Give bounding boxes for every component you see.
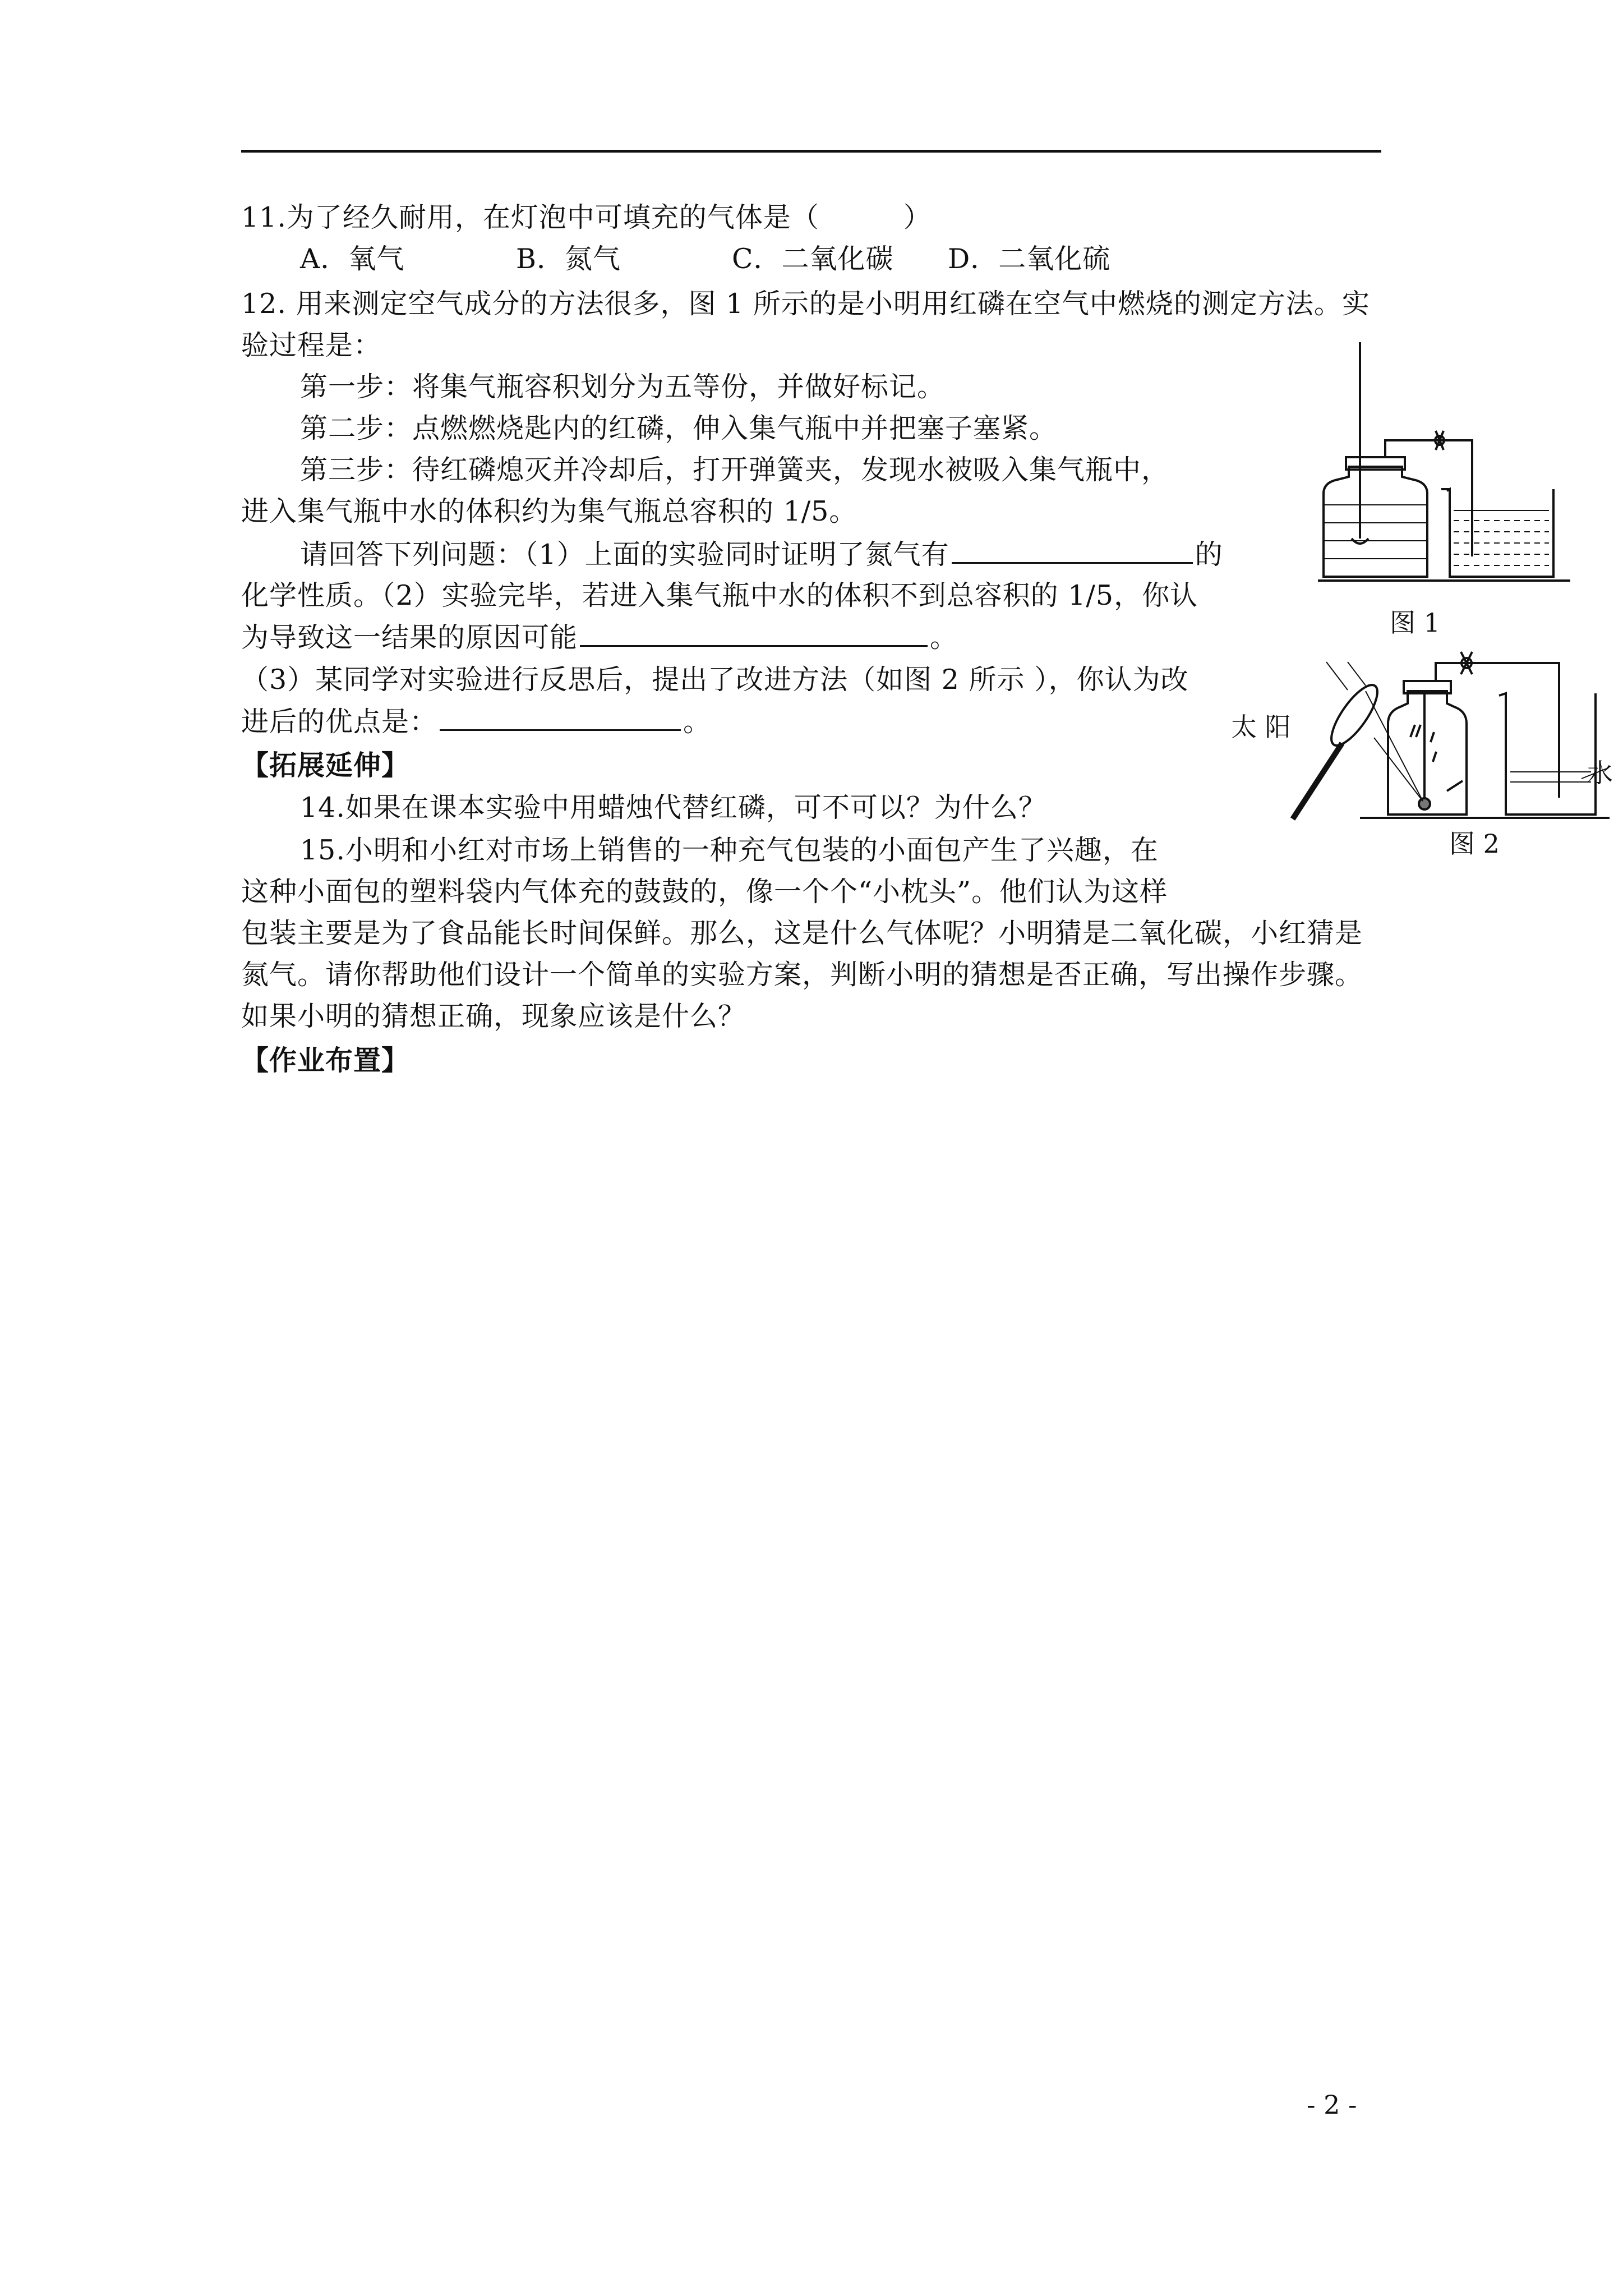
q11-options bbox=[300, 242, 1164, 276]
q12-question-2-text: 为导致这一结果的原因可能 bbox=[241, 622, 578, 654]
header-rule bbox=[241, 150, 1381, 153]
figure-2-caption: 图 2 bbox=[1449, 829, 1500, 859]
q15-line1: 15.小明和小红对市场上销售的一种充气包装的小面包产生了兴趣，在 bbox=[300, 834, 1159, 866]
q14-text: 14.如果在课本实验中用蜡烛代替红磷，可不可以？为什么？ bbox=[300, 792, 1046, 823]
answer-blank-1[interactable] bbox=[952, 537, 1193, 564]
q12-step2: 第二步：点燃燃烧匙内的红磷，伸入集气瓶中并把塞子塞紧。 bbox=[300, 412, 1058, 444]
answer-blank-2[interactable] bbox=[580, 620, 928, 647]
q12-question-2-cont bbox=[241, 620, 958, 655]
q12-question-2-end: 。 bbox=[930, 622, 958, 654]
q12-question-3-cont bbox=[241, 705, 711, 739]
q12-stem-line1: 12. 用来测定空气成分的方法很多，图 1 所示的是小明用红磷在空气中燃烧的测定方法。实 bbox=[241, 288, 1370, 320]
q12-step3-cont: 进入集气瓶中水的体积约为集气瓶总容积的 1/5。 bbox=[241, 495, 857, 527]
page-number: - 2 - bbox=[1307, 2090, 1357, 2120]
q12-step1: 第一步：将集气瓶容积划分为五等份，并做好标记。 bbox=[300, 371, 946, 403]
q12-question-1-text: 请回答下列问题：（1）上面的实验同时证明了氮气有 bbox=[300, 539, 949, 570]
q12-question-1 bbox=[300, 537, 1223, 572]
figure-1-caption: 图 1 bbox=[1390, 608, 1440, 638]
section-extend-heading: 【拓展延伸】 bbox=[241, 749, 410, 781]
q11-option-b: B．氮气 bbox=[516, 243, 621, 275]
q12-stem-line2: 验过程是： bbox=[241, 329, 382, 361]
q15-line4: 氮气。请你帮助他们设计一个简单的实验方案，判断小明的猜想是否正确，写出操作步骤。 bbox=[241, 959, 1363, 991]
figure-1-apparatus bbox=[1307, 342, 1576, 589]
section-homework-heading: 【作业布置】 bbox=[241, 1044, 410, 1076]
q12-question-3: （3）某同学对实验进行反思后，提出了改进方法（如图 2 所示 ），你认为改 bbox=[241, 664, 1189, 696]
q11-option-d: D．二氧化硫 bbox=[948, 243, 1111, 275]
figure-2-water-label: 水 bbox=[1587, 758, 1613, 788]
q12-question-3-end: 。 bbox=[683, 706, 712, 738]
q12-question-3-text: 进后的优点是： bbox=[241, 706, 438, 738]
q15-line5: 如果小明的猜想正确，现象应该是什么？ bbox=[241, 1000, 746, 1032]
figure-2-sun-label: 太 阳 bbox=[1231, 712, 1291, 742]
q11-option-c: C．二氧化碳 bbox=[732, 243, 894, 275]
q11-stem: 11.为了经久耐用，在灯泡中可填充的气体是（ ） bbox=[241, 201, 932, 233]
q12-question-2: 化学性质。（2）实验完毕，若进入集气瓶中水的体积不到总容积的 1/5，你认 bbox=[241, 579, 1198, 611]
q11-option-a: A．氧气 bbox=[300, 243, 405, 275]
answer-blank-3[interactable] bbox=[440, 705, 681, 731]
q12-step3: 第三步：待红磷熄灭并冷却后，打开弹簧夹，发现水被吸入集气瓶中， bbox=[300, 454, 1170, 486]
figure-2-apparatus bbox=[1276, 639, 1612, 830]
q12-question-1-end: 的 bbox=[1195, 539, 1223, 570]
q15-line3: 包装主要是为了食品能长时间保鲜。那么，这是什么气体呢？小明猜是二氧化碳，小红猜是 bbox=[241, 917, 1363, 949]
q15-line2: 这种小面包的塑料袋内气体充的鼓鼓的，像一个个“小枕头”。他们认为这样 bbox=[241, 876, 1168, 908]
